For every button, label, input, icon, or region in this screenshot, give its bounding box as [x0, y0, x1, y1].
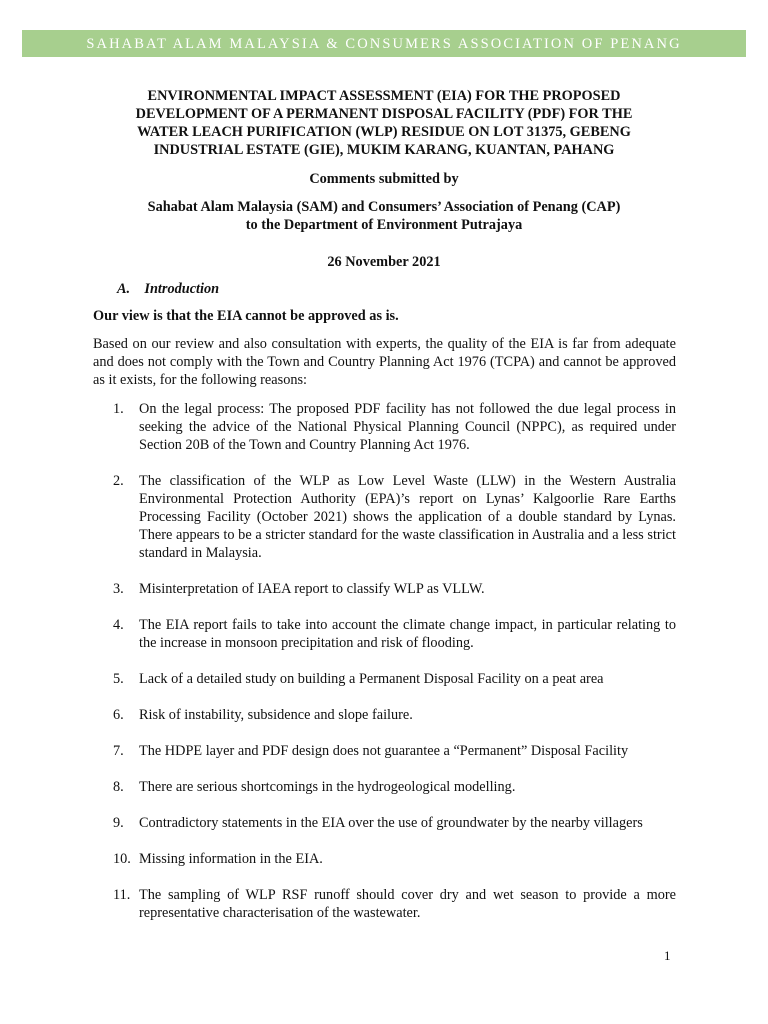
list-item — [93, 814, 676, 832]
list-number: 6. — [113, 707, 124, 723]
list-text: Risk of instability, subsidence and slope failure. — [139, 707, 413, 723]
title-line: INDUSTRIAL ESTATE (GIE), MUKIM KARANG, KUANTAN, PAHANG — [153, 142, 615, 158]
list-item — [93, 670, 676, 688]
list-text: There are serious shortcomings in the hydrogeological modelling. — [139, 779, 516, 795]
header-banner: SAHABAT ALAM MALAYSIA & CONSUMERS ASSOCIATION OF PENANG — [22, 30, 746, 57]
comments-label: Comments submitted by — [309, 171, 459, 187]
list-number: 2. — [113, 473, 124, 489]
list-number: 11. — [113, 887, 131, 903]
list-text: The HDPE layer and PDF design does not guarantee a “Permanent” Disposal Facility — [139, 743, 629, 759]
submitters-line: to the Department of Environment Putrajaya — [245, 217, 523, 233]
list-text: The sampling of WLP RSF runoff should cover dry and wet season to provide a more representative characterisation of the wastewater. — [139, 887, 676, 921]
list-number: 5. — [113, 671, 124, 687]
list-text: Lack of a detailed study on building a Permanent Disposal Facility on a peat area — [139, 671, 604, 687]
title-line: WATER LEACH PURIFICATION (WLP) RESIDUE ON LOT 31375, GEBENG — [137, 124, 631, 140]
list-text: The EIA report fails to take into account the climate change impact, in particular relating to the increase in monsoon precipitation and risk of flooding. — [139, 617, 676, 651]
list-text: On the legal process: The proposed PDF facility has not followed the due legal process in seeking the advice of the National Physical Planning Council (NPPC), as required under Section 20B of the Town and Country Planning Act 1976. — [139, 401, 676, 453]
reasons-list — [93, 400, 676, 940]
list-number: 10. — [113, 851, 131, 867]
list-number: 1. — [113, 401, 124, 417]
document-date: 26 November 2021 — [327, 254, 441, 270]
page-number: 1 — [664, 948, 671, 963]
list-item — [93, 886, 676, 922]
list-item — [93, 616, 676, 652]
list-text: Missing information in the EIA. — [139, 851, 323, 867]
list-item — [93, 706, 676, 724]
list-text: The classification of the WLP as Low Level Waste (LLW) in the Western Australia Environmental Protection Authority (EPA)’s report on Lynas’ Kalgoorlie Rare Earths Processing Facility (October 2021) shows the application of a double standard by Lynas. There appears to be a stricter standard for the waste classification in Australia and a less strict standard in Malaysia. — [139, 473, 676, 561]
list-item — [93, 742, 676, 760]
section-heading: A. Introduction — [117, 281, 220, 297]
list-number: 7. — [113, 743, 124, 759]
list-item — [93, 580, 676, 598]
list-item — [93, 400, 676, 454]
list-item — [93, 850, 676, 868]
lead-statement: Our view is that the EIA cannot be approved as is. — [93, 308, 399, 324]
list-number: 4. — [113, 617, 124, 633]
list-text: Misinterpretation of IAEA report to classify WLP as VLLW. — [139, 581, 485, 597]
list-item — [93, 778, 676, 796]
document-title — [90, 87, 678, 159]
list-number: 3. — [113, 581, 124, 597]
submitters-line: Sahabat Alam Malaysia (SAM) and Consumers’ Association of Penang (CAP) — [147, 199, 621, 215]
list-text: Contradictory statements in the EIA over the use of groundwater by the nearby villagers — [139, 815, 643, 831]
intro-paragraph: Based on our review and also consultation with experts, the quality of the EIA is far from adequate and does not comply with the Town and Country Planning Act 1976 (TCPA) and cannot be approved as it exists, for the following reasons: — [93, 336, 676, 388]
title-line: DEVELOPMENT OF A PERMANENT DISPOSAL FACILITY (PDF) FOR THE — [135, 106, 633, 122]
title-line: ENVIRONMENTAL IMPACT ASSESSMENT (EIA) FOR THE PROPOSED — [147, 88, 621, 104]
list-number: 8. — [113, 779, 124, 795]
submitters — [90, 198, 678, 234]
list-number: 9. — [113, 815, 124, 831]
list-item — [93, 472, 676, 562]
